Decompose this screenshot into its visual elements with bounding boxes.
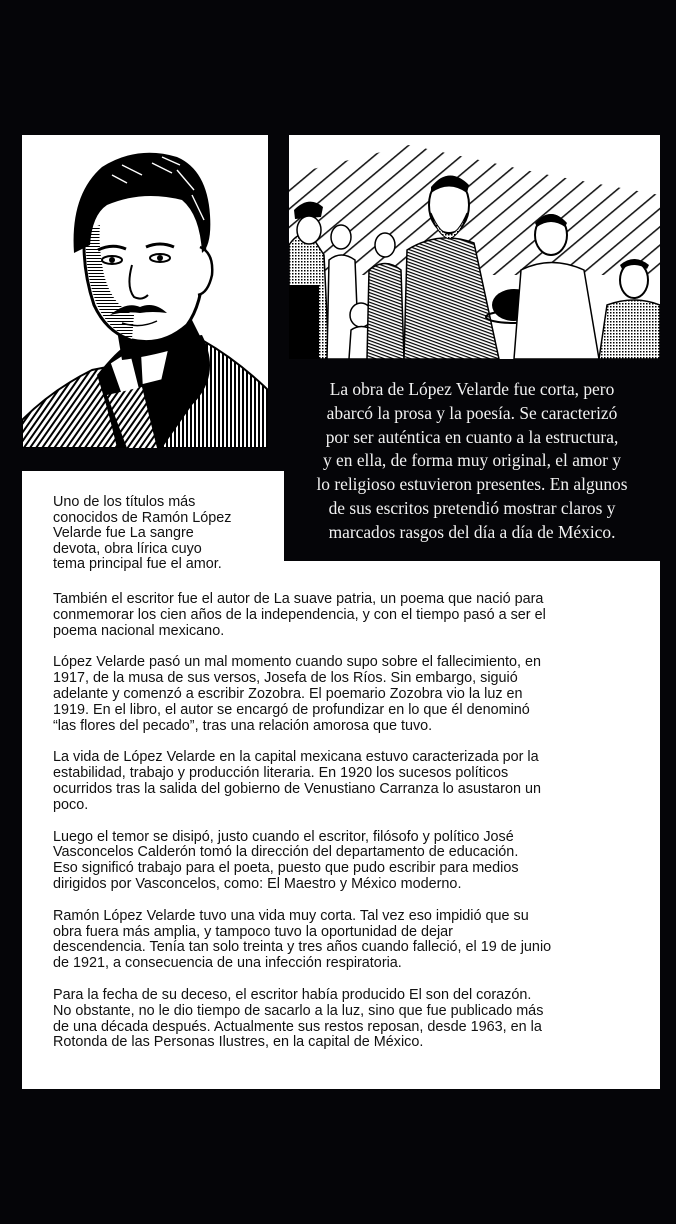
- body-line: obra fuera más amplia, y tampoco tuvo la oportunidad de dejar: [53, 923, 453, 940]
- intro-line: tema principal fue el amor.: [53, 556, 222, 573]
- body-line: Para la fecha de su deceso, el escritor había producido El son del corazón.: [53, 986, 532, 1003]
- figure-woman-face: [331, 225, 351, 249]
- article-body: [53, 592, 653, 1067]
- portrait-drawing: [22, 135, 268, 448]
- caption-line: marcados rasgos del día a día de México.: [328, 521, 616, 542]
- body-line: La vida de López Velarde en la capital mexicana estuvo caracterizada por la: [53, 749, 539, 766]
- intro-line: conocidos de Ramón López: [53, 509, 232, 526]
- caption-line: y en ella, de forma muy original, el amor y: [323, 450, 621, 471]
- body-line: Vasconcelos Calderón tomó la dirección del departamento de educación.: [53, 844, 519, 861]
- body-line: 1919. En el libro, el autor se encargó de profundizar en lo que él denominó: [53, 701, 530, 718]
- crowd-drawing: [289, 135, 660, 359]
- body-line: No obstante, no le dio tiempo de sacarlo a la luz, sino que fue publicado más: [53, 1002, 544, 1019]
- body-line: Rotonda de las Personas Ilustres, en la capital de México.: [53, 1034, 424, 1051]
- soldier-coat: [289, 285, 319, 359]
- body-line: También el escritor fue el autor de La suave patria, un poema que nació para: [53, 591, 544, 607]
- body-line: adelante y comenzó a escribir Zozobra. El poemario Zozobra vio la luz en: [53, 685, 523, 702]
- paragraph-vasconcelos: [53, 830, 653, 893]
- body-line: Ramón López Velarde tuvo una vida muy corta. Tal vez eso impidió que su: [53, 907, 529, 924]
- body-line: de una década después. Actualmente sus restos reposan, desde 1963, en la: [53, 1018, 542, 1035]
- body-line: Eso significó trabajo para el poeta, puesto que pudo escribir para medios: [53, 860, 519, 877]
- body-line: “las flores del pecado”, tras una relación amorosa que tuvo.: [53, 717, 433, 734]
- caption-line: de sus escritos pretendió mostrar claros y: [328, 497, 616, 518]
- caption-line: abarcó la prosa y la poesía. Se caracterizó: [326, 402, 618, 423]
- figure-far-right: [599, 300, 660, 359]
- intro-line: devota, obra lírica cuyo: [53, 540, 202, 557]
- body-line: López Velarde pasó un mal momento cuando supo sobre el fallecimiento, en: [53, 654, 541, 671]
- body-line: estabilidad, trabajo y producción literaria. En 1920 los sucesos políticos: [53, 765, 509, 782]
- body-line: 1917, de la musa de sus versos, Josefa de los Ríos. Sin embargo, siguió: [53, 670, 518, 687]
- caption-box: [284, 359, 660, 561]
- caption-line: lo religioso estuvieron presentes. En algunos: [316, 474, 628, 495]
- soldier-face: [297, 216, 321, 244]
- paragraph-vida-corta: [53, 909, 653, 972]
- paragraph-zozobra: [53, 655, 653, 734]
- intro-line: Velarde fue La sangre: [53, 525, 194, 542]
- intro-paragraph: [53, 495, 278, 573]
- ear: [198, 247, 212, 295]
- pupil-right: [157, 255, 163, 261]
- body-line: dirigidos por Vasconcelos, como: El Maestro y México moderno.: [53, 875, 462, 892]
- figure-man: [367, 264, 404, 360]
- caption-line: La obra de López Velarde fue corta, pero: [329, 379, 615, 399]
- body-line: poema nacional mexicano.: [53, 622, 225, 639]
- figure-man-face: [375, 233, 395, 257]
- body-line: ocurridos tras la salida del gobierno de Venustiano Carranza lo asustaron un: [53, 780, 541, 797]
- paragraph-capital: [53, 750, 653, 813]
- pupil-left: [109, 257, 115, 263]
- caption-line: por ser auténtica en cuanto a la estructura,: [325, 426, 619, 447]
- body-line: conmemorar los cien años de la independencia, y con el tiempo pasó a ser el: [53, 606, 546, 623]
- portrait-illustration: [22, 135, 268, 448]
- intro-line: Uno de los títulos más: [53, 494, 196, 510]
- crowd-illustration: [289, 135, 660, 359]
- body-line: poco.: [53, 796, 89, 813]
- paragraph-son-del-corazon: [53, 988, 653, 1051]
- body-line: Luego el temor se disipó, justo cuando el escritor, filósofo y político José: [53, 828, 514, 845]
- body-line: de 1921, a consecuencia de una infección respiratoria.: [53, 955, 402, 972]
- figure-officer: [514, 263, 599, 360]
- paragraph-la-suave-patria: [53, 592, 653, 639]
- body-line: descendencia. Tenía tan solo treinta y tres años cuando falleció, el 19 de junio: [53, 939, 552, 956]
